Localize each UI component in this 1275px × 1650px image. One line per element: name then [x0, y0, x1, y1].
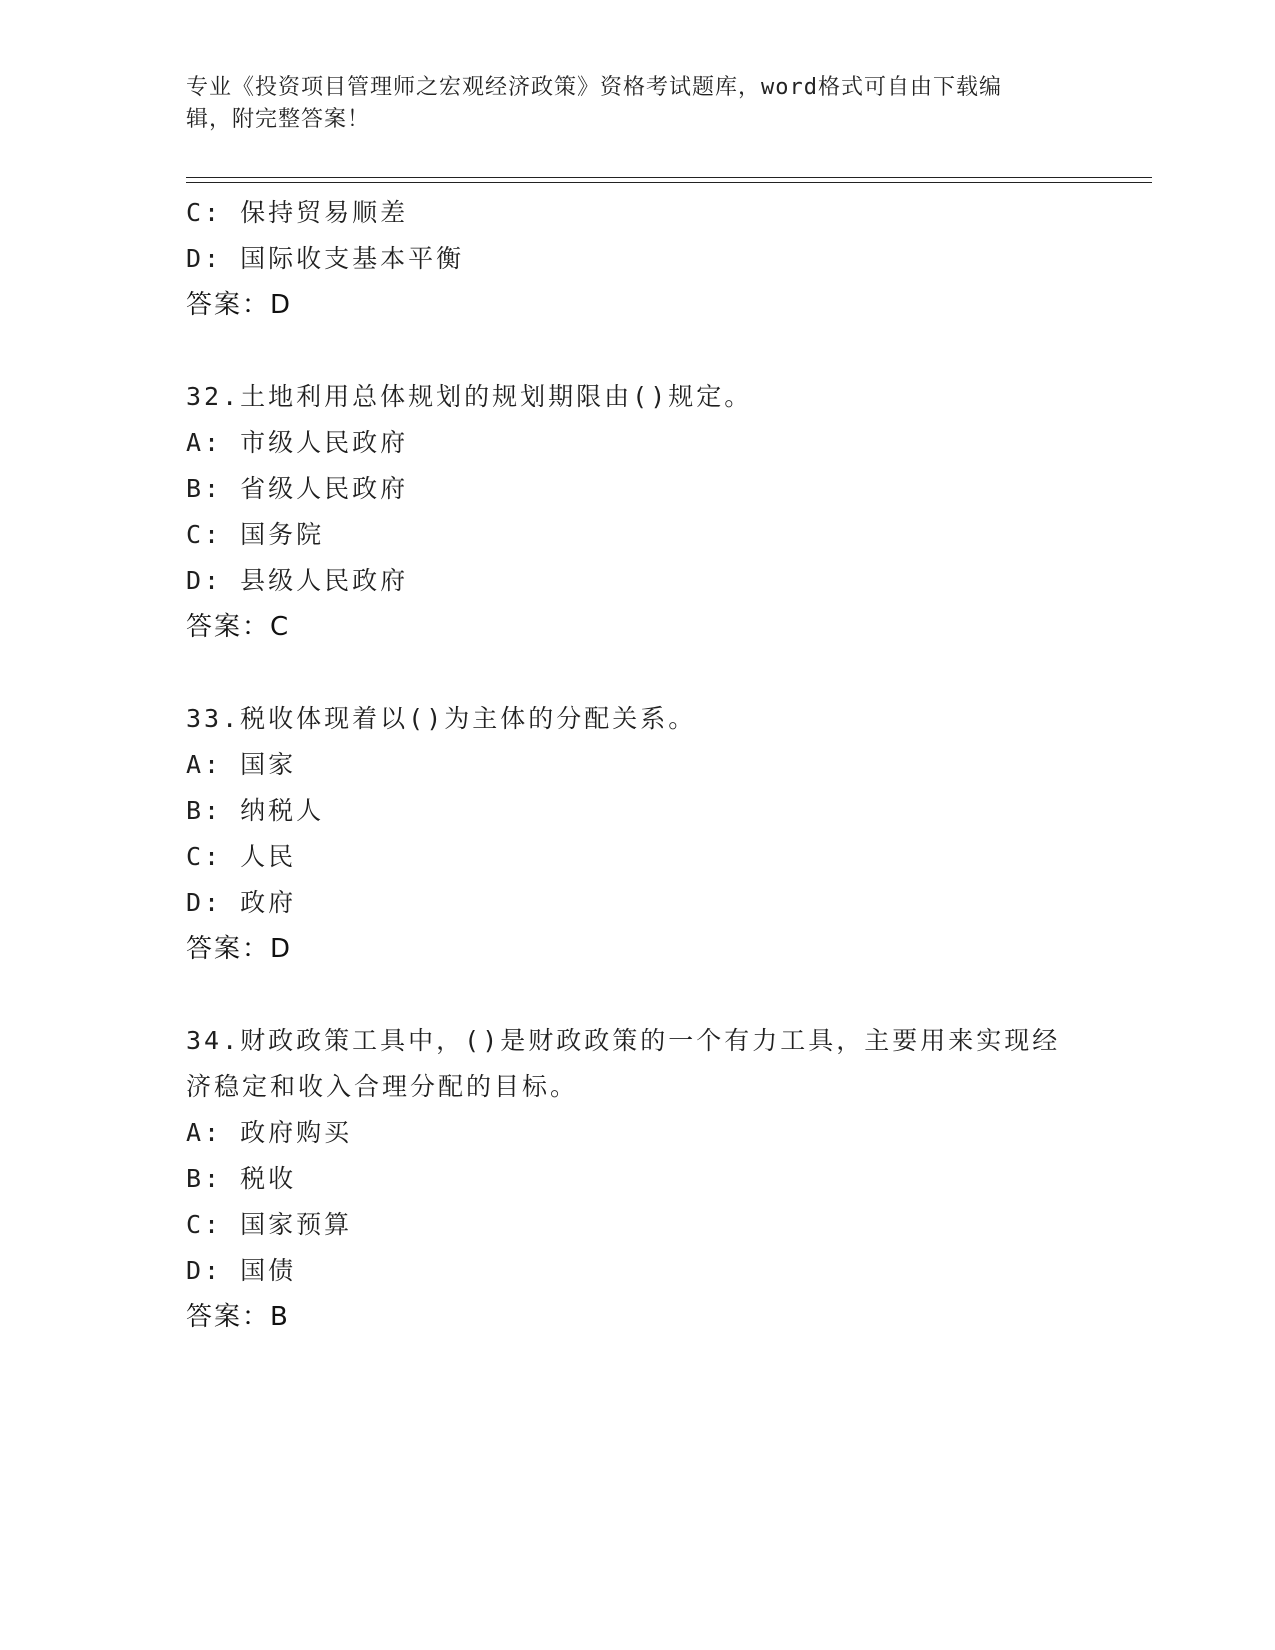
question-list: [186, 190, 1086, 1340]
document-header: [186, 72, 1066, 136]
option-b: B: 省级人民政府: [186, 474, 409, 503]
option-d: D: 政府: [186, 888, 297, 917]
answer: 答案：D: [186, 290, 293, 320]
option-d: D: 县级人民政府: [186, 566, 409, 595]
question-32: [186, 374, 1086, 650]
spacer: [186, 650, 1086, 696]
option-c: C: 国务院: [186, 520, 325, 549]
option-c: C: 保持贸易顺差: [186, 198, 409, 227]
question-stem-line-1: 34.财政政策工具中，()是财政政策的一个有力工具，主要用来实现经: [186, 1026, 1061, 1055]
option-b: B: 纳税人: [186, 796, 325, 825]
option-d: D: 国际收支基本平衡: [186, 244, 465, 273]
answer: 答案：C: [186, 612, 291, 642]
header-line-2: 辑，附完整答案！: [186, 107, 371, 132]
answer: 答案：B: [186, 1302, 290, 1332]
option-a: A: 国家: [186, 750, 297, 779]
header-divider-top: [186, 177, 1152, 178]
option-c: C: 国家预算: [186, 1210, 353, 1239]
option-b: B: 税收: [186, 1164, 297, 1193]
question-fragment: [186, 190, 1086, 328]
option-a: A: 政府购买: [186, 1118, 353, 1147]
option-c: C: 人民: [186, 842, 297, 871]
option-d: D: 国债: [186, 1256, 297, 1285]
option-a: A: 市级人民政府: [186, 428, 409, 457]
question-stem: 33.税收体现着以()为主体的分配关系。: [186, 704, 697, 733]
answer: 答案：D: [186, 934, 293, 964]
spacer: [186, 972, 1086, 1018]
question-stem: 32.土地利用总体规划的规划期限由()规定。: [186, 382, 753, 411]
header-divider-bottom: [186, 182, 1152, 183]
question-33: [186, 696, 1086, 972]
question-stem-line-2: 济稳定和收入合理分配的目标。: [186, 1072, 579, 1101]
header-line-1: 专业《投资项目管理师之宏观经济政策》资格考试题库，word格式可自由下载编: [186, 75, 1002, 100]
question-34: [186, 1018, 1086, 1340]
spacer: [186, 328, 1086, 374]
